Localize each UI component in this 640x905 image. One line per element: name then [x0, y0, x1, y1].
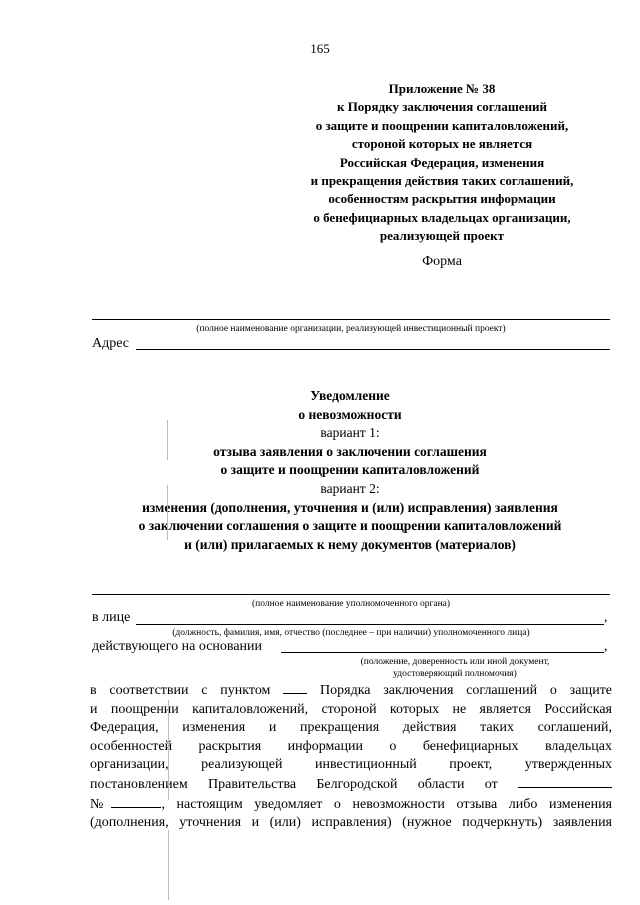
scan-artifact	[167, 420, 168, 460]
notice-title-line: о заключении соглашения о защите и поощрении капиталовложений	[138, 518, 562, 534]
appendix-line: реализующей проект	[379, 228, 505, 244]
notice-variant-2-label: вариант 2:	[320, 480, 380, 496]
authority-name-caption: (полное наименование уполномоченного органа)	[251, 599, 451, 609]
acting-basis-caption-line: (положение, доверенность или иной документ,	[360, 657, 550, 667]
acting-basis-comma: ,	[604, 639, 608, 654]
date-blank	[518, 775, 612, 788]
body-line: (дополнения, уточнения и (или) исправления) (нужное подчеркнуть) заявления	[90, 815, 612, 831]
appendix-line: стороной которых не является	[351, 136, 533, 152]
body-line	[90, 681, 612, 701]
form-label: Форма	[422, 254, 462, 269]
body-line: и поощрении капиталовложений, стороной которых не является Российская	[90, 701, 612, 717]
appendix-line: о бенефициарных владельцах организации,	[313, 209, 571, 225]
body-text: , настоящим уведомляет о невозможности отзыва либо изменения	[161, 796, 612, 812]
acting-basis-line	[281, 652, 604, 653]
body-line: Федерация, изменения и прекращения действия таких соглашений,	[90, 720, 612, 736]
in-person-line	[136, 624, 604, 625]
scan-artifact	[168, 830, 169, 900]
notice-title-line: изменения (дополнения, уточнения и (или) исправления) заявления	[142, 499, 558, 515]
body-text: №	[90, 796, 112, 812]
acting-basis-label: действующего на основании	[92, 639, 263, 654]
authority-name-line	[92, 594, 610, 595]
body-text: Порядка заключения соглашений о защите	[320, 683, 613, 698]
acting-basis-caption	[300, 656, 610, 680]
in-person-comma: ,	[604, 610, 608, 625]
notice-title-line: и (или) прилагаемых к нему документов (материалов)	[184, 536, 516, 552]
notice-title-line: о невозможности	[298, 406, 402, 422]
appendix-line: и прекращения действия таких соглашений,	[310, 173, 574, 189]
acting-basis-caption-line: удостоверяющий полномочия)	[393, 669, 517, 679]
appendix-header	[232, 80, 640, 246]
notice-title-line: о защите и поощрении капиталовложений	[220, 462, 480, 478]
notice-variant-1-label: вариант 1:	[320, 425, 380, 441]
body-line: особенностей раскрытия информации о бенефициарных владельцах	[90, 738, 612, 754]
notice-title-line: Уведомление	[310, 388, 390, 403]
address-label: Адрес	[92, 336, 130, 351]
in-person-label: в лице	[92, 610, 131, 625]
notice-title-line: отзыва заявления о заключении соглашения	[213, 443, 487, 459]
clause-number-blank	[283, 681, 307, 694]
org-name-line	[92, 319, 610, 320]
appendix-line: особенностям раскрытия информации	[328, 191, 556, 207]
body-text: постановлением Правительства Белгородской области от	[90, 776, 498, 792]
appendix-line: Приложение № 38	[388, 81, 496, 96]
notice-title	[90, 387, 610, 554]
address-line	[136, 349, 610, 350]
page-number: 165	[310, 41, 330, 56]
number-blank	[111, 795, 161, 808]
scan-artifact	[167, 485, 168, 540]
appendix-line: к Порядку заключения соглашений	[336, 99, 548, 115]
body-line: организации, реализующей инвестиционный проект, утвержденных	[90, 757, 612, 773]
body-text: в соответствии с пунктом	[90, 683, 271, 698]
scan-artifact	[168, 700, 169, 800]
appendix-line: Российская Федерация, изменения	[339, 154, 545, 170]
org-name-caption: (полное наименование организации, реализующей инвестиционный проект)	[196, 324, 506, 334]
appendix-line: о защите и поощрении капиталовложений,	[315, 117, 569, 133]
in-person-caption: (должность, фамилия, имя, отчество (последнее – при наличии) уполномоченного лица)	[172, 628, 530, 638]
